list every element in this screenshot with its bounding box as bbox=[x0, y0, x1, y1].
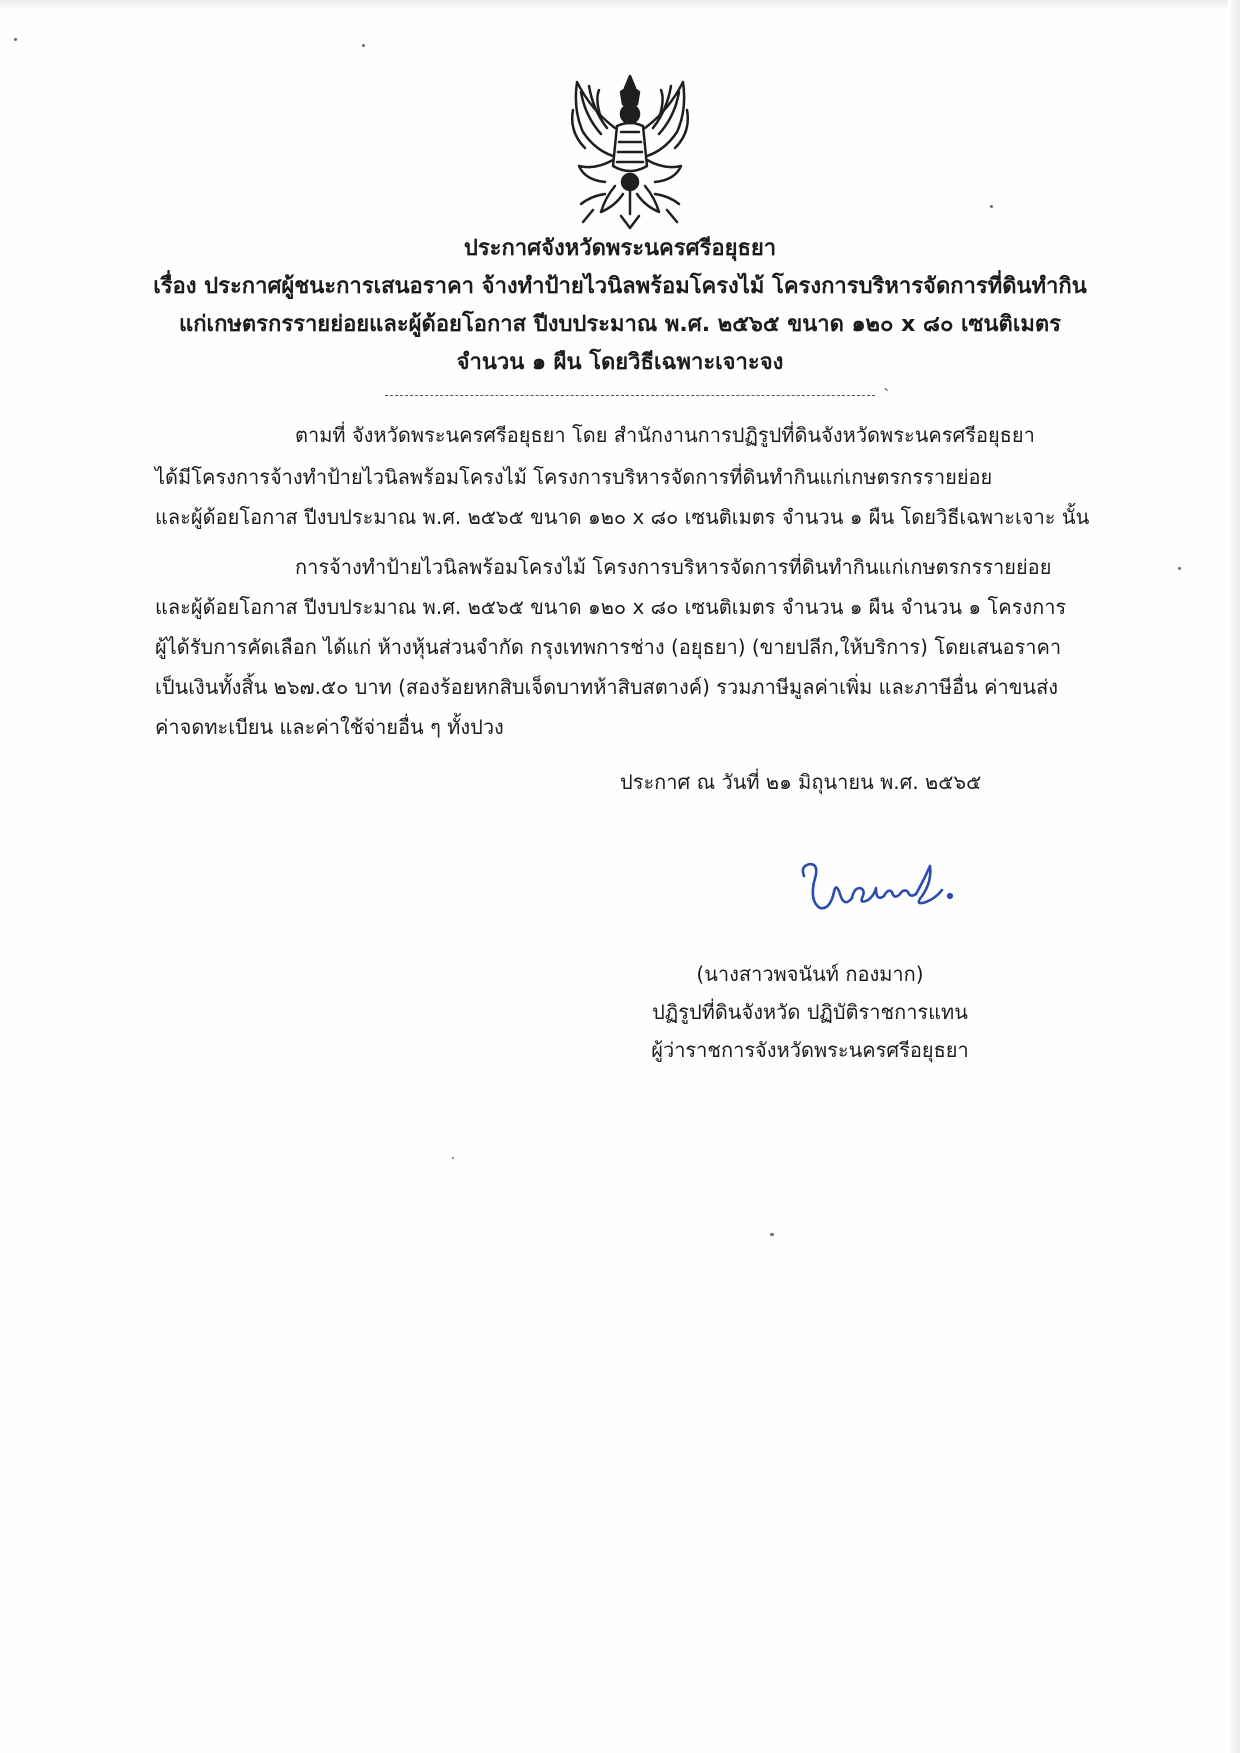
paragraph-2-line-2: และผู้ด้อยโอกาส ปีงบประมาณ พ.ศ. ๒๕๖๕ ขนาด ๑๒๐ x ๘๐ เซนติเมตร จำนวน ๑ ผืน จำนวน ๑ โครงการ bbox=[155, 595, 1067, 619]
paragraph-2-line-1: การจ้างทำป้ายไวนิลพร้อมโครงไม้ โครงการบริหารจัดการที่ดินทำกินแก่เกษตรกรรายย่อย bbox=[295, 555, 1052, 579]
scan-top-edge bbox=[0, 0, 1240, 10]
paragraph-1-line-1: ตามที่ จังหวัดพระนครศรีอยุธยา โดย สำนักงานการปฏิรูปที่ดินจังหวัดพระนครศรีอยุธยา bbox=[295, 423, 1035, 447]
scan-speck bbox=[452, 1157, 454, 1159]
subject-line-1: เรื่อง ประกาศผู้ชนะการเสนอราคา จ้างทำป้ายไวนิลพร้อมโครงไม้ โครงการบริหารจัดการที่ดินทำกิน bbox=[153, 274, 1087, 299]
document-title: ประกาศจังหวัดพระนครศรีอยุธยา bbox=[463, 236, 777, 261]
scan-speck bbox=[1178, 567, 1181, 570]
paragraph-1-line-2: ได้มีโครงการจ้างทำป้ายไวนิลพร้อมโครงไม้ โครงการบริหารจัดการที่ดินทำกินแก่เกษตรกรรายย่อย bbox=[155, 465, 993, 489]
subject-line-3: จำนวน ๑ ผืน โดยวิธีเฉพาะเจาะจง bbox=[456, 350, 784, 375]
subject-line-2: แก่เกษตรกรรายย่อยและผู้ด้อยโอกาส ปีงบประมาณ พ.ศ. ๒๕๖๕ ขนาด ๑๒๐ x ๘๐ เซนติเมตร bbox=[179, 312, 1061, 337]
paragraph-2-line-5: ค่าจดทะเบียน และค่าใช้จ่ายอื่น ๆ ทั้งปวง bbox=[155, 715, 504, 739]
scan-speck bbox=[362, 44, 365, 47]
scan-speck bbox=[14, 38, 17, 41]
garuda-emblem-icon bbox=[555, 70, 705, 232]
signer-block bbox=[560, 955, 1060, 1069]
signer-name: (นางสาวพจนันท์ กองมาก) bbox=[696, 962, 924, 986]
scan-right-edge bbox=[1228, 0, 1240, 1753]
announcement-date: ประกาศ ณ วันที่ ๒๑ มิถุนายน พ.ศ. ๒๕๖๕ bbox=[620, 770, 982, 794]
header-separator bbox=[385, 395, 875, 396]
signer-on-behalf: ผู้ว่าราชการจังหวัดพระนครศรีอยุธยา bbox=[651, 1038, 969, 1062]
scan-speck bbox=[990, 205, 993, 208]
signer-position: ปฏิรูปที่ดินจังหวัด ปฏิบัติราชการแทน bbox=[652, 1000, 968, 1024]
paragraph-2-line-4: เป็นเงินทั้งสิ้น ๒๖๗.๕๐ บาท (สองร้อยหกสิบเจ็ดบาทห้าสิบสตางค์) รวมภาษีมูลค่าเพิ่ม และภาษีอื่น ค่าขนส่ง bbox=[155, 675, 1059, 699]
paragraph-1-line-3: และผู้ด้อยโอกาส ปีงบประมาณ พ.ศ. ๒๕๖๕ ขนาด ๑๒๐ x ๘๐ เซนติเมตร จำนวน ๑ ผืน โดยวิธีเฉพาะเจาะ นั้น bbox=[155, 505, 1090, 529]
paragraph-2-line-3: ผู้ได้รับการคัดเลือก ได้แก่ ห้างหุ้นส่วนจำกัด กรุงเทพการช่าง (อยุธยา) (ขายปลีก,ให้บริการ) โดยเสนอราคา bbox=[155, 635, 1062, 659]
separator-tick: ˋ bbox=[883, 386, 891, 405]
handwritten-signature bbox=[790, 852, 960, 922]
scan-speck bbox=[770, 1233, 774, 1236]
